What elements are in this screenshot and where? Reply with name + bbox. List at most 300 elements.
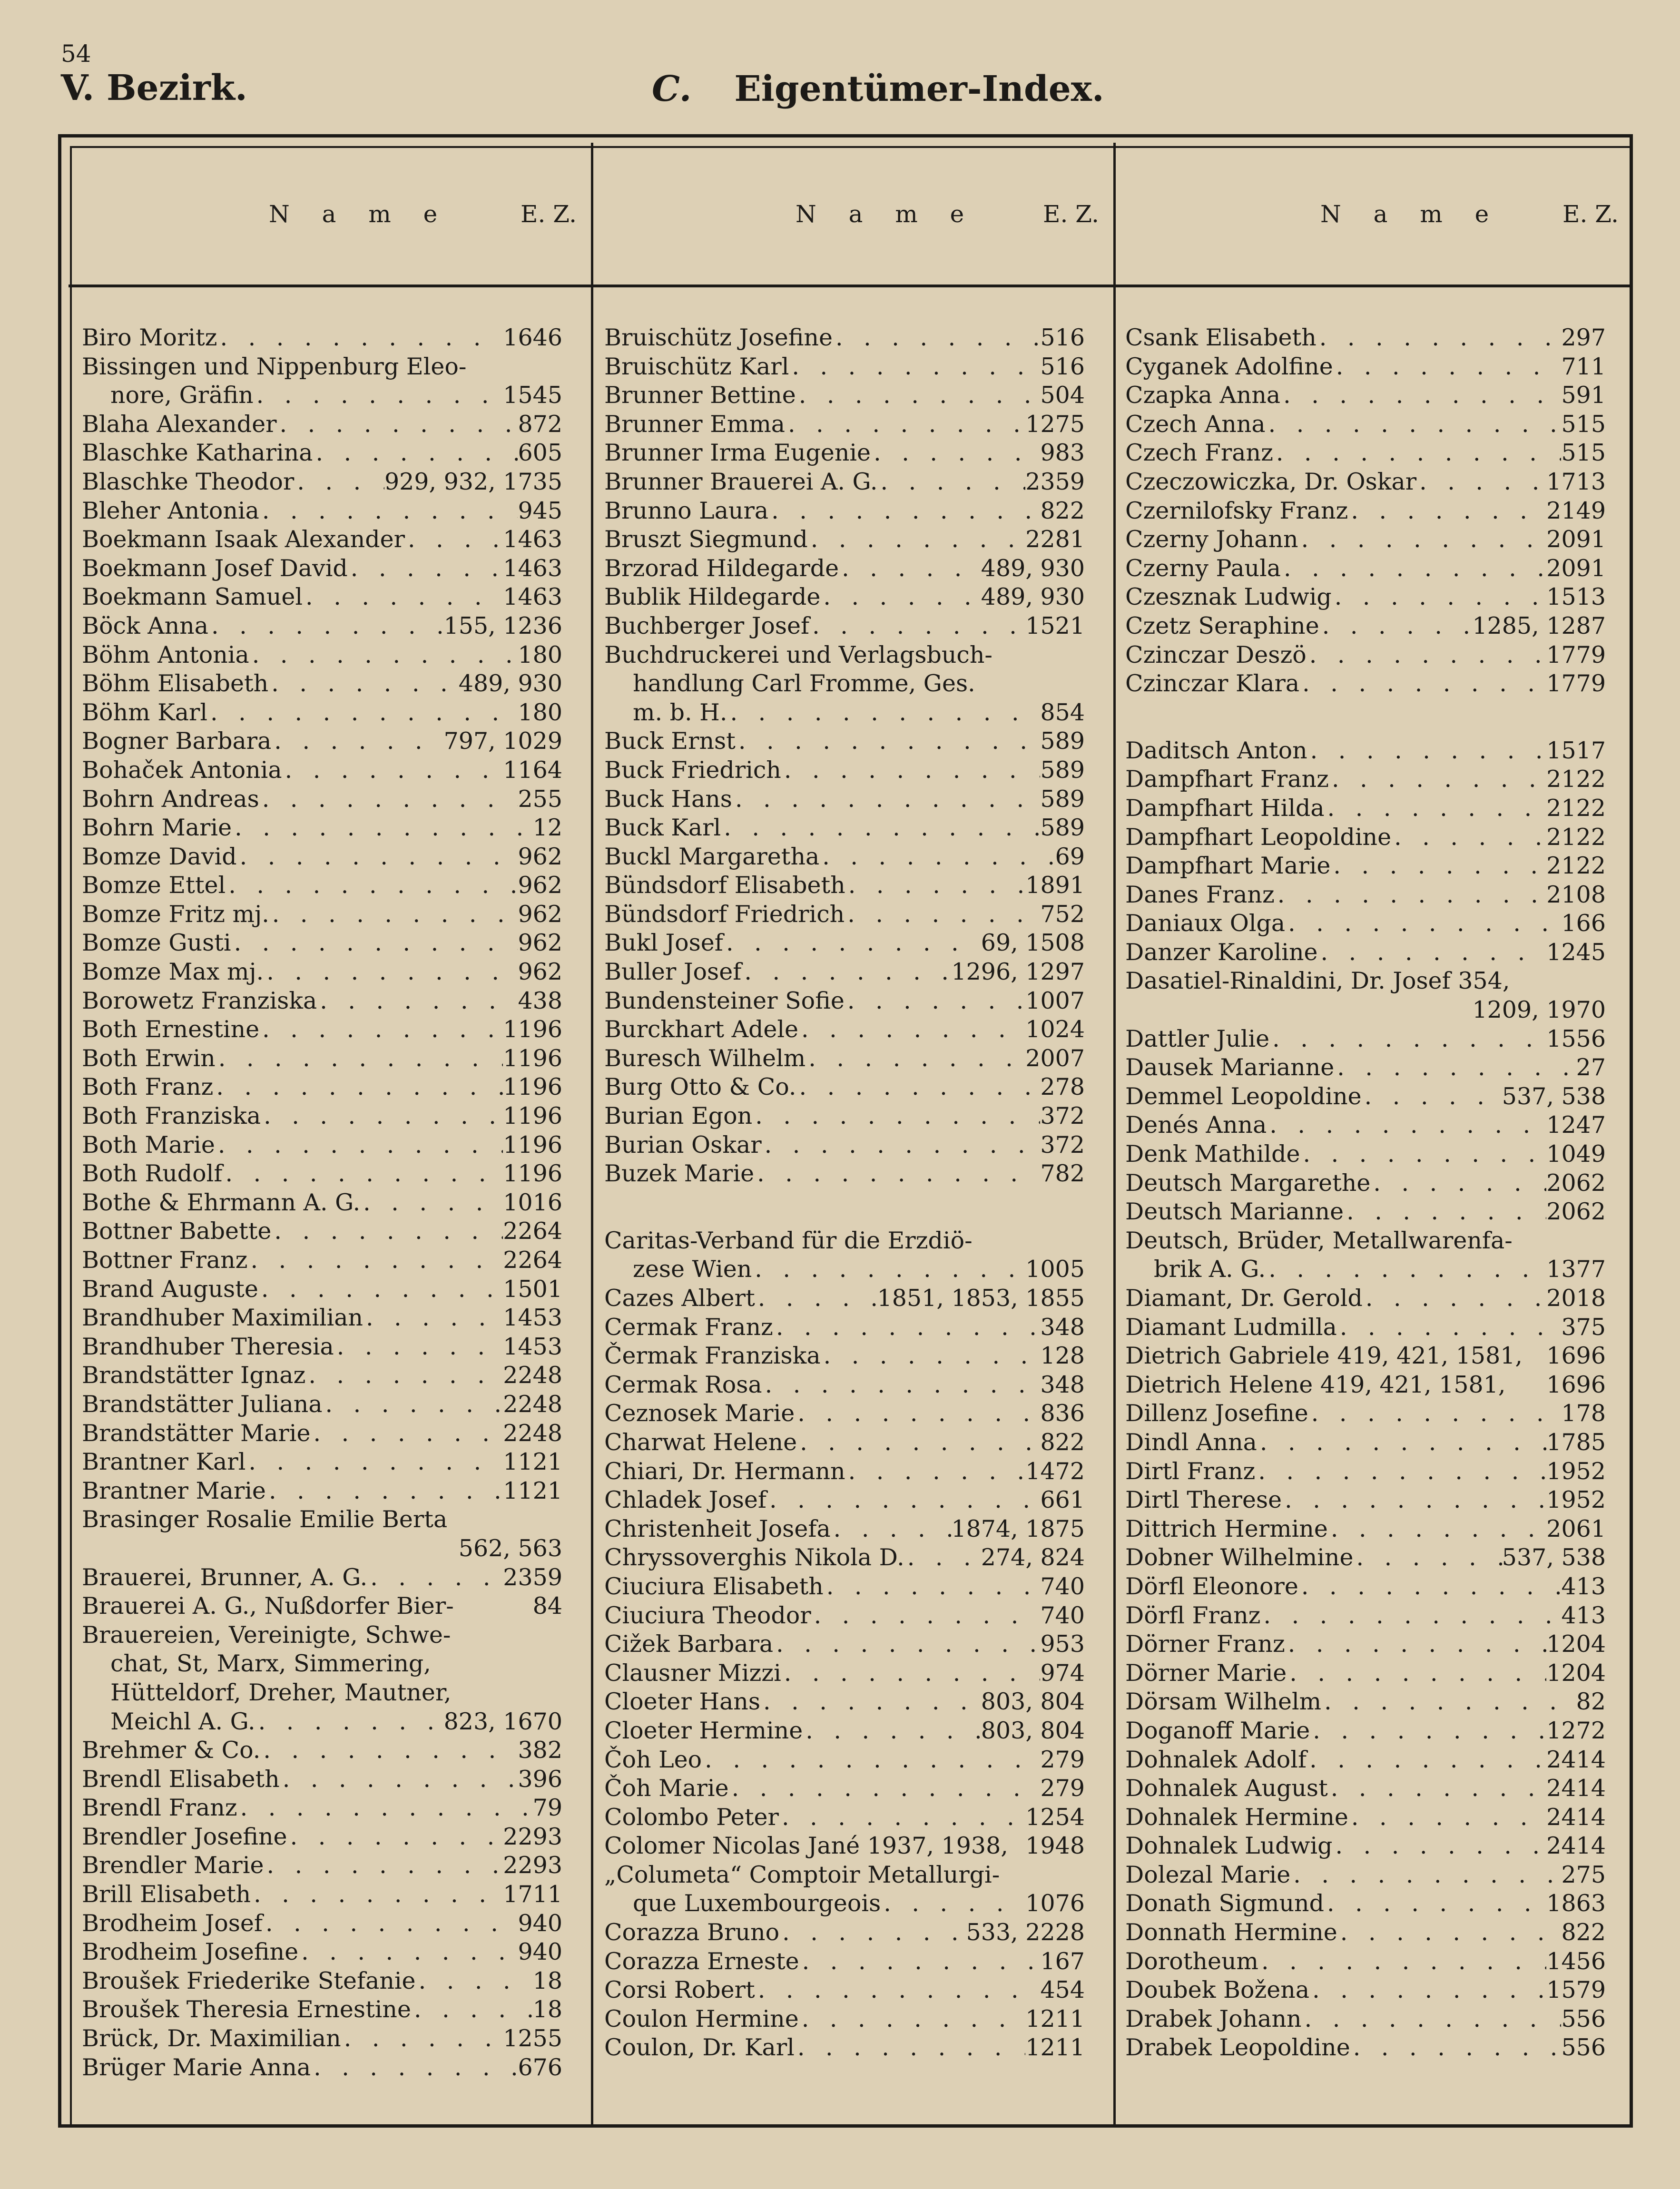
- index-entry: [1125, 1717, 1606, 1746]
- dot-leader: [258, 1275, 503, 1304]
- entry-name: Buck Karl: [604, 814, 721, 842]
- dot-leader: [723, 929, 981, 958]
- dot-leader: [809, 612, 1025, 641]
- entry-ez-number: 1453: [503, 1333, 562, 1360]
- index-entry: [604, 1688, 1085, 1717]
- index-entry: [82, 1217, 562, 1246]
- entry-ez-number: 1196: [503, 1016, 562, 1043]
- entry-name: Christenheit Josefa: [604, 1515, 831, 1542]
- entry-name: Dindl Anna: [1125, 1428, 1257, 1456]
- dot-leader: [1299, 669, 1546, 698]
- entry-name: Donath Sigmund: [1125, 1890, 1324, 1917]
- entry-ez-number: 2122: [1546, 823, 1606, 851]
- dot-leader: [363, 1304, 503, 1333]
- entry-name: Both Erwin: [82, 1044, 216, 1072]
- entry-ez-number: 128: [1040, 1342, 1085, 1370]
- entry-ez-number: 822: [1040, 497, 1085, 524]
- index-entry-continuation: [82, 1649, 562, 1679]
- entry-name: Both Franziska: [82, 1102, 261, 1130]
- dot-leader: [845, 1457, 1026, 1486]
- entry-name: Brendler Josefine: [82, 1823, 287, 1850]
- index-entry: [1125, 612, 1606, 641]
- entry-name: Coulon Hermine: [604, 2005, 799, 2032]
- entry-name-continuation: zese Wien: [633, 1256, 752, 1283]
- entry-name: Dohnalek Ludwig: [1125, 1832, 1333, 1860]
- dot-leader: [266, 1477, 503, 1506]
- entry-name-continuation: Hütteldorf, Dreher, Mautner,: [110, 1679, 452, 1706]
- entry-ez-number: 155, 1236: [443, 612, 562, 639]
- entry-name: Brunner Emma: [604, 410, 786, 438]
- entry-name: Bohrn Marie: [82, 814, 232, 842]
- dot-leader: [217, 324, 503, 353]
- entry-name: Czech Franz: [1125, 439, 1273, 467]
- entry-name: Czinczar Deszö: [1125, 641, 1307, 668]
- dot-leader: [797, 1428, 1040, 1457]
- entry-name: Drabek Leopoldine: [1125, 2034, 1350, 2061]
- column-divider: [1113, 143, 1116, 2128]
- dot-leader: [795, 1399, 1040, 1428]
- index-entry: [82, 583, 562, 612]
- entry-ez-number: 167: [1040, 1947, 1085, 1975]
- entry-name: Csank Elisabeth: [1125, 324, 1316, 351]
- index-entry: [82, 497, 562, 526]
- index-entry: [82, 669, 562, 698]
- entry-name: Dampfhart Marie: [1125, 852, 1331, 880]
- index-entry: [82, 1736, 562, 1765]
- entry-ez-number: 556: [1561, 2005, 1606, 2032]
- entry-ez-number: 953: [1040, 1630, 1085, 1658]
- dot-leader: [222, 1159, 503, 1188]
- entry-name: Čoh Marie: [604, 1775, 729, 1802]
- dot-leader: [811, 1601, 1041, 1630]
- index-entry: [604, 1342, 1085, 1371]
- index-entry: [1125, 1025, 1606, 1054]
- index-entry: [604, 1486, 1085, 1515]
- entry-ez-number: 2359: [1025, 468, 1085, 495]
- entry-ez-number: 2248: [503, 1419, 562, 1447]
- entry-name: Dörfl Franz: [1125, 1601, 1261, 1629]
- index-entry: [82, 1592, 562, 1621]
- dot-leader: [741, 958, 951, 987]
- entry-ez-number: 533, 2228: [966, 1919, 1085, 1946]
- entry-name: Buresch Wilhelm: [604, 1044, 806, 1072]
- entry-ez-number: 822: [1561, 1919, 1606, 1946]
- dot-leader: [768, 497, 1040, 526]
- index-entry: [1125, 1227, 1606, 1256]
- index-entry: [1125, 1803, 1606, 1832]
- dot-leader: [1344, 1198, 1546, 1227]
- entry-name: Brendler Marie: [82, 1852, 264, 1879]
- dot-leader: [1325, 794, 1547, 823]
- entry-name: Bohrn Andreas: [82, 785, 259, 813]
- entry-name: Brüger Marie Anna: [82, 2053, 311, 2081]
- entry-name: Buller Josef: [604, 958, 742, 986]
- dot-leader: [1350, 2033, 1562, 2062]
- dot-leader: [261, 1102, 503, 1131]
- entry-ez-number: 1521: [1025, 612, 1085, 639]
- entry-ez-number: 2018: [1546, 1285, 1606, 1312]
- entry-ez-number: 1204: [1546, 1630, 1606, 1658]
- dot-leader: [1330, 852, 1546, 881]
- entry-ez-number: 489, 930: [458, 670, 562, 697]
- entry-name: Czetz Seraphine: [1125, 612, 1319, 639]
- entry-name: Dattler Julie: [1125, 1025, 1270, 1052]
- entry-name: „Columeta“ Comptoir Metallurgi-: [604, 1861, 1000, 1888]
- index-entry: [1125, 324, 1606, 353]
- entry-name: Brasinger Rosalie Emilie Berta: [82, 1506, 448, 1533]
- entry-name: Bomze Gusti: [82, 929, 231, 957]
- index-entry: [82, 1995, 562, 2024]
- entry-name: Deutsch Marianne: [1125, 1198, 1344, 1226]
- entry-name: Brill Elisabeth: [82, 1881, 251, 1908]
- index-entry: [604, 525, 1085, 554]
- dot-leader: [904, 1543, 981, 1572]
- entry-name: Dohnalek Adolf: [1125, 1746, 1307, 1773]
- entry-ez-number: 438: [518, 987, 562, 1014]
- index-entry: [604, 1102, 1085, 1131]
- dot-leader: [831, 1515, 952, 1544]
- index-entry: [1125, 583, 1606, 612]
- entry-ez-number: 962: [518, 929, 562, 957]
- dot-leader: [259, 785, 518, 814]
- entry-ez-number: 1696: [1546, 1371, 1606, 1398]
- index-entry: [604, 583, 1085, 612]
- dot-leader: [1308, 1399, 1562, 1428]
- entry-ez-number: 274, 824: [981, 1544, 1085, 1571]
- dot-leader: [367, 1563, 503, 1592]
- entry-name: Daditsch Anton: [1125, 736, 1307, 764]
- index-entry: [82, 987, 562, 1016]
- dot-leader: [311, 2053, 518, 2082]
- dot-leader: [755, 1284, 877, 1313]
- index-entry-continuation: [604, 698, 1085, 727]
- entry-name: Buck Ernst: [604, 727, 736, 755]
- index-entry: [1125, 1918, 1606, 1947]
- dot-leader: [303, 583, 503, 612]
- entry-ez-number: 2122: [1546, 852, 1606, 880]
- entry-ez-number: 591: [1561, 382, 1606, 409]
- dot-leader: [752, 1255, 1025, 1284]
- entry-name: Corazza Bruno: [604, 1919, 780, 1946]
- entry-ez-number: 797, 1029: [443, 727, 562, 755]
- entry-name: Both Ernestine: [82, 1016, 260, 1043]
- entry-name: Deutsch Margarethe: [1125, 1169, 1371, 1197]
- entry-name: Bomze David: [82, 843, 237, 870]
- entry-ez-number: 562, 563: [458, 1534, 562, 1562]
- entry-name: Cermak Rosa: [604, 1371, 762, 1398]
- index-entry: [604, 814, 1085, 843]
- index-entry: [82, 1621, 562, 1650]
- entry-name: Caritas-Verband für die Erzdiö-: [604, 1227, 973, 1254]
- dot-leader: [1280, 381, 1561, 410]
- entry-ez-number: 1245: [1546, 938, 1606, 966]
- index-entry: [604, 1861, 1085, 1890]
- entry-name: Brunner Brauerei A. G.: [604, 468, 878, 495]
- entry-ez-number: 1711: [503, 1881, 562, 1908]
- entry-ez-number: 1891: [1025, 872, 1085, 899]
- section-letter: C.: [652, 69, 692, 109]
- entry-ez-number: 18: [532, 1996, 562, 2023]
- dot-leader: [799, 2005, 1026, 2034]
- index-entry: [82, 1361, 562, 1390]
- dot-leader: [760, 1688, 981, 1717]
- entry-name: Chryssoverghis Nikola D.: [604, 1544, 904, 1571]
- entry-name: Chladek Josef: [604, 1486, 766, 1514]
- index-entry: [82, 1390, 562, 1419]
- index-entry: [604, 900, 1085, 929]
- entry-name: Boekmann Samuel: [82, 583, 303, 611]
- index-entry: [82, 1938, 562, 1967]
- entry-ez-number: 2122: [1546, 794, 1606, 822]
- index-entry: [1125, 641, 1606, 670]
- index-entry: [604, 410, 1085, 439]
- entry-ez-number: 382: [518, 1737, 562, 1764]
- entry-name: Blaschke Theodor: [82, 468, 295, 495]
- dot-leader: [271, 1217, 503, 1246]
- entry-ez-number: 1713: [1546, 468, 1606, 495]
- entry-name: Bruischütz Karl: [604, 353, 789, 380]
- entry-name: Dampfhart Hilda: [1125, 794, 1325, 822]
- index-entry: [604, 2033, 1085, 2062]
- entry-ez-number: 489, 930: [981, 583, 1085, 611]
- entry-name: Diamant Ludmilla: [1125, 1313, 1337, 1341]
- entry-name: Bruischütz Josefine: [604, 324, 833, 351]
- entry-name: Brandstätter Juliana: [82, 1390, 323, 1418]
- entry-name: Brodheim Josefine: [82, 1938, 299, 1966]
- entry-ez-number: 27: [1576, 1054, 1606, 1081]
- entry-name-continuation: chat, St, Marx, Simmering,: [110, 1650, 431, 1678]
- index-entry-continuation: [604, 1255, 1085, 1284]
- index-entry: [1125, 1543, 1606, 1572]
- entry-ez-number: 1463: [503, 583, 562, 611]
- dot-leader: [1329, 765, 1546, 794]
- dot-leader: [405, 525, 503, 554]
- entry-name: Biro Moritz: [82, 324, 217, 351]
- index-entry: [1125, 1169, 1606, 1198]
- dot-leader: [785, 410, 1025, 439]
- index-entry: [604, 1659, 1085, 1688]
- entry-ez-number: 275: [1561, 1861, 1606, 1888]
- dot-leader: [796, 381, 1041, 410]
- index-entry: [604, 1601, 1085, 1630]
- index-entry: [82, 900, 562, 929]
- entry-name: Cloeter Hans: [604, 1688, 760, 1716]
- index-entry: [604, 1073, 1085, 1102]
- entry-name: Broušek Theresia Ernestine: [82, 1996, 411, 2023]
- dot-leader: [341, 2024, 503, 2053]
- index-entry: [82, 1275, 562, 1304]
- index-entry: [604, 1131, 1085, 1160]
- dot-leader: [819, 843, 1055, 872]
- entry-ez-number: 1952: [1546, 1486, 1606, 1514]
- entry-ez-number: 2149: [1546, 497, 1606, 524]
- entry-ez-number: 962: [518, 958, 562, 986]
- dot-leader: [1337, 1313, 1562, 1342]
- index-entry: [604, 2005, 1085, 2034]
- index-entry: [604, 554, 1085, 583]
- index-entry-continuation: [82, 381, 562, 410]
- dot-leader: [360, 1188, 503, 1217]
- entry-ez-number: 69: [1055, 843, 1085, 870]
- index-entry: [82, 1851, 562, 1880]
- entry-ez-number: 1007: [1025, 987, 1085, 1014]
- entry-name-continuation: nore, Gräfin: [110, 382, 254, 409]
- index-entry: [1125, 381, 1606, 410]
- entry-name: Böhm Elisabeth: [82, 670, 269, 697]
- entry-ez-number: 180: [518, 698, 562, 726]
- index-entry: [604, 468, 1085, 497]
- entry-ez-number: 178: [1561, 1400, 1606, 1427]
- entry-ez-number: 79: [532, 1794, 562, 1822]
- entry-ez-number: 1204: [1546, 1659, 1606, 1687]
- dot-leader: [732, 785, 1041, 814]
- dot-leader: [845, 987, 1025, 1016]
- dot-leader: [795, 2033, 1025, 2062]
- entry-name: Burg Otto & Co.: [604, 1073, 796, 1101]
- dot-leader: [313, 439, 518, 468]
- entry-name: Buck Hans: [604, 785, 732, 813]
- entry-spacer: [604, 1188, 1085, 1207]
- index-entry: [82, 324, 562, 353]
- entry-ez-number: 2248: [503, 1390, 562, 1418]
- index-entry: [82, 1909, 562, 1938]
- index-entry: [1125, 1284, 1606, 1313]
- dot-leader: [881, 1889, 1025, 1918]
- section-title: Eigentümer-Index.: [734, 69, 1104, 109]
- entry-name: Bogner Barbara: [82, 727, 272, 755]
- index-entry: [1125, 881, 1606, 910]
- dot-leader: [1316, 324, 1562, 353]
- dot-leader: [1260, 1601, 1561, 1630]
- index-entry: [82, 1044, 562, 1073]
- index-entry-continuation: [1125, 1255, 1606, 1284]
- entry-ez-number: 1024: [1025, 1016, 1085, 1043]
- dot-leader: [789, 353, 1040, 382]
- dot-leader: [1258, 1947, 1546, 1976]
- dot-leader: [1391, 823, 1546, 852]
- entry-name: Buchdruckerei und Verlagsbuch-: [604, 641, 992, 668]
- entry-ez-number: 516: [1040, 353, 1085, 380]
- dot-leader: [871, 439, 1040, 468]
- dot-leader: [1273, 439, 1562, 468]
- index-entry: [82, 1477, 562, 1506]
- entry-ez-number: 1285, 1287: [1472, 612, 1606, 639]
- entry-ez-number: 1874, 1875: [951, 1515, 1085, 1542]
- index-entry: [82, 1159, 562, 1188]
- dot-leader: [317, 987, 518, 1016]
- section-heading: [652, 71, 1104, 107]
- index-entry: [604, 1313, 1085, 1342]
- entry-name: Corsi Robert: [604, 1976, 755, 2004]
- dot-leader: [348, 554, 503, 583]
- index-entry: [604, 843, 1085, 872]
- entry-ez-number: 1472: [1025, 1457, 1085, 1485]
- header-name-label: N a m e: [1320, 200, 1502, 228]
- entry-name: Donnath Hermine: [1125, 1919, 1337, 1946]
- index-entry: [1125, 765, 1606, 794]
- entry-ez-number: 983: [1040, 439, 1085, 467]
- entry-name: Brauereien, Vereinigte, Schwe-: [82, 1621, 451, 1649]
- entry-name: Dolezal Marie: [1125, 1861, 1291, 1888]
- index-entry: [82, 1015, 562, 1044]
- index-entry: [82, 1880, 562, 1909]
- index-entry: [1125, 1601, 1606, 1630]
- entry-name: Cazes Albert: [604, 1285, 755, 1312]
- entry-ez-number: 1121: [503, 1448, 562, 1476]
- entry-spacer: [1125, 698, 1606, 717]
- entry-name: Bleher Antonia: [82, 497, 259, 524]
- entry-name: Deutsch, Brüder, Metallwarenfa-: [1125, 1227, 1513, 1254]
- entry-ez-number: 454: [1040, 1976, 1085, 2004]
- entry-ez-number: 1005: [1025, 1256, 1085, 1283]
- entry-ez-number: 2359: [503, 1563, 562, 1591]
- index-entry: [82, 1765, 562, 1794]
- entry-ez-number: 516: [1040, 324, 1085, 351]
- entry-ez-number: 740: [1040, 1572, 1085, 1600]
- entry-name: Burian Oskar: [604, 1131, 762, 1158]
- dot-leader: [280, 1765, 518, 1794]
- entry-ez-number: 2414: [1546, 1832, 1606, 1860]
- column-header-1: [71, 143, 591, 285]
- entry-ez-number: 297: [1561, 324, 1606, 351]
- entry-name: Dietrich Helene 419, 421, 1581,: [1125, 1371, 1506, 1398]
- entry-name: Both Rudolf: [82, 1160, 223, 1188]
- entry-name: Borowetz Franziska: [82, 987, 317, 1014]
- index-entry: [82, 612, 562, 641]
- dot-leader: [762, 1131, 1041, 1160]
- entry-name: Boekmann Isaak Alexander: [82, 526, 405, 553]
- index-entry: [82, 871, 562, 900]
- entry-name: Bündsdorf Elisabeth: [604, 872, 845, 899]
- entry-name-continuation: m. b. H.: [633, 698, 727, 726]
- entry-name: Čoh Leo: [604, 1746, 702, 1773]
- index-entry: [1125, 439, 1606, 468]
- entry-ez-number: 2414: [1546, 1803, 1606, 1831]
- dot-leader: [1337, 1918, 1562, 1947]
- dot-leader: [213, 1073, 503, 1102]
- entry-name: Bundensteiner Sofie: [604, 987, 845, 1014]
- index-entry: [604, 727, 1085, 756]
- dot-leader: [247, 1246, 503, 1275]
- entry-name: Colombo Peter: [604, 1803, 779, 1831]
- entry-ez-number: 2108: [1546, 881, 1606, 908]
- entry-name: Bottner Babette: [82, 1217, 272, 1245]
- entry-name: Coulon, Dr. Karl: [604, 2034, 795, 2061]
- dot-leader: [323, 1390, 503, 1419]
- entry-ez-number: 18: [532, 1967, 562, 1994]
- index-entry: [1125, 1746, 1606, 1775]
- dot-leader: [781, 756, 1041, 785]
- entry-ez-number: 2062: [1546, 1198, 1606, 1226]
- dot-leader: [255, 1708, 444, 1737]
- index-entry: [1125, 497, 1606, 526]
- index-entry: [604, 1399, 1085, 1428]
- entry-ez-number: 1863: [1546, 1890, 1606, 1917]
- index-entry: [604, 1918, 1085, 1947]
- dot-leader: [877, 468, 1025, 497]
- entry-ez-number: 1463: [503, 526, 562, 553]
- entry-name: Dirtl Franz: [1125, 1457, 1256, 1485]
- dot-leader: [268, 669, 459, 698]
- dot-leader: [1328, 1774, 1547, 1803]
- entry-ez-number: 1952: [1546, 1457, 1606, 1485]
- entry-ez-number: 1254: [1025, 1803, 1085, 1831]
- index-entry: [604, 1515, 1085, 1544]
- index-entry: [1125, 1140, 1606, 1169]
- index-entry: [82, 2024, 562, 2053]
- index-entry: [604, 1428, 1085, 1457]
- dot-leader: [287, 1823, 503, 1852]
